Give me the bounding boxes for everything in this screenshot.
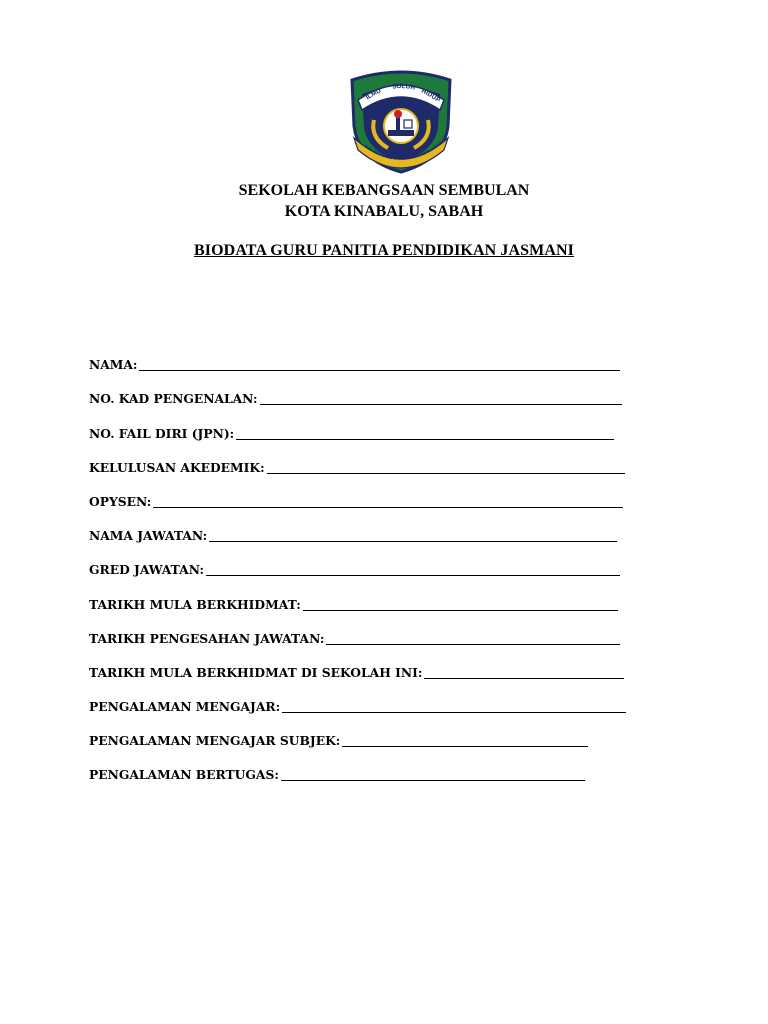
fill-in-line[interactable] bbox=[282, 702, 626, 713]
fill-in-line[interactable] bbox=[281, 770, 585, 781]
school-location: KOTA KINABALU, SABAH bbox=[284, 203, 484, 220]
field-tarikh-mula-berkhidmat bbox=[89, 578, 634, 612]
field-no-kad-pengenalan bbox=[89, 373, 634, 407]
field-pengalaman-bertugas bbox=[89, 749, 634, 783]
fill-in-line[interactable] bbox=[260, 394, 622, 405]
field-nama bbox=[89, 339, 634, 373]
fill-in-line[interactable] bbox=[267, 463, 625, 474]
biodata-form bbox=[89, 339, 634, 783]
field-label: PENGALAMAN MENGAJAR: bbox=[89, 699, 281, 715]
crest-motto-1: ILMU bbox=[364, 87, 383, 102]
field-label: NAMA: bbox=[89, 357, 138, 373]
field-tarikh-pengesahan-jawatan bbox=[89, 613, 634, 647]
field-label: PENGALAMAN BERTUGAS: bbox=[89, 767, 279, 783]
document-title: BIODATA GURU PANITIA PENDIDIKAN JASMANI bbox=[194, 242, 574, 259]
crest-ribbon-text: S.K. SEMBULAN KOTA KINABALU SAB bbox=[363, 139, 444, 162]
field-gred-jawatan bbox=[89, 544, 634, 578]
field-label: NO. FAIL DIRI (JPN): bbox=[89, 425, 235, 441]
fill-in-line[interactable] bbox=[236, 429, 614, 440]
field-pengalaman-mengajar-subjek bbox=[89, 715, 634, 749]
fill-in-line[interactable] bbox=[303, 600, 618, 611]
field-pengalaman-mengajar bbox=[89, 681, 634, 715]
field-label: PENGALAMAN MENGAJAR SUBJEK: bbox=[89, 733, 341, 749]
school-crest-logo bbox=[344, 68, 458, 174]
fill-in-line[interactable] bbox=[139, 360, 620, 371]
fill-in-line[interactable] bbox=[342, 736, 588, 747]
field-kelulusan-akedemik bbox=[89, 442, 634, 476]
field-label: GRED JAWATAN: bbox=[89, 562, 205, 578]
fill-in-line[interactable] bbox=[326, 634, 620, 645]
field-label: NAMA JAWATAN: bbox=[89, 528, 208, 544]
fill-in-line[interactable] bbox=[209, 531, 617, 542]
field-tarikh-mula-berkhidmat-sekolah bbox=[89, 647, 634, 681]
field-label: TARIKH PENGESAHAN JAWATAN: bbox=[89, 630, 325, 646]
field-label: NO. KAD PENGENALAN: bbox=[89, 391, 258, 407]
field-label: TARIKH MULA BERKHIDMAT: bbox=[89, 596, 301, 612]
crest-motto-3: HIDUP bbox=[420, 87, 442, 105]
fill-in-line[interactable] bbox=[206, 565, 620, 576]
crest-motto-2: SULUH bbox=[391, 82, 416, 92]
fill-in-line[interactable] bbox=[424, 668, 624, 679]
field-label: TARIKH MULA BERKHIDMAT DI SEKOLAH INI: bbox=[89, 664, 423, 680]
fill-in-line[interactable] bbox=[153, 497, 623, 508]
field-label: KELULUSAN AKEDEMIK: bbox=[89, 459, 265, 475]
field-no-fail-diri bbox=[89, 407, 634, 441]
school-name: SEKOLAH KEBANGSAAN SEMBULAN bbox=[238, 182, 530, 199]
field-nama-jawatan bbox=[89, 510, 634, 544]
field-label: OPYSEN: bbox=[89, 493, 152, 509]
field-opysen bbox=[89, 476, 634, 510]
